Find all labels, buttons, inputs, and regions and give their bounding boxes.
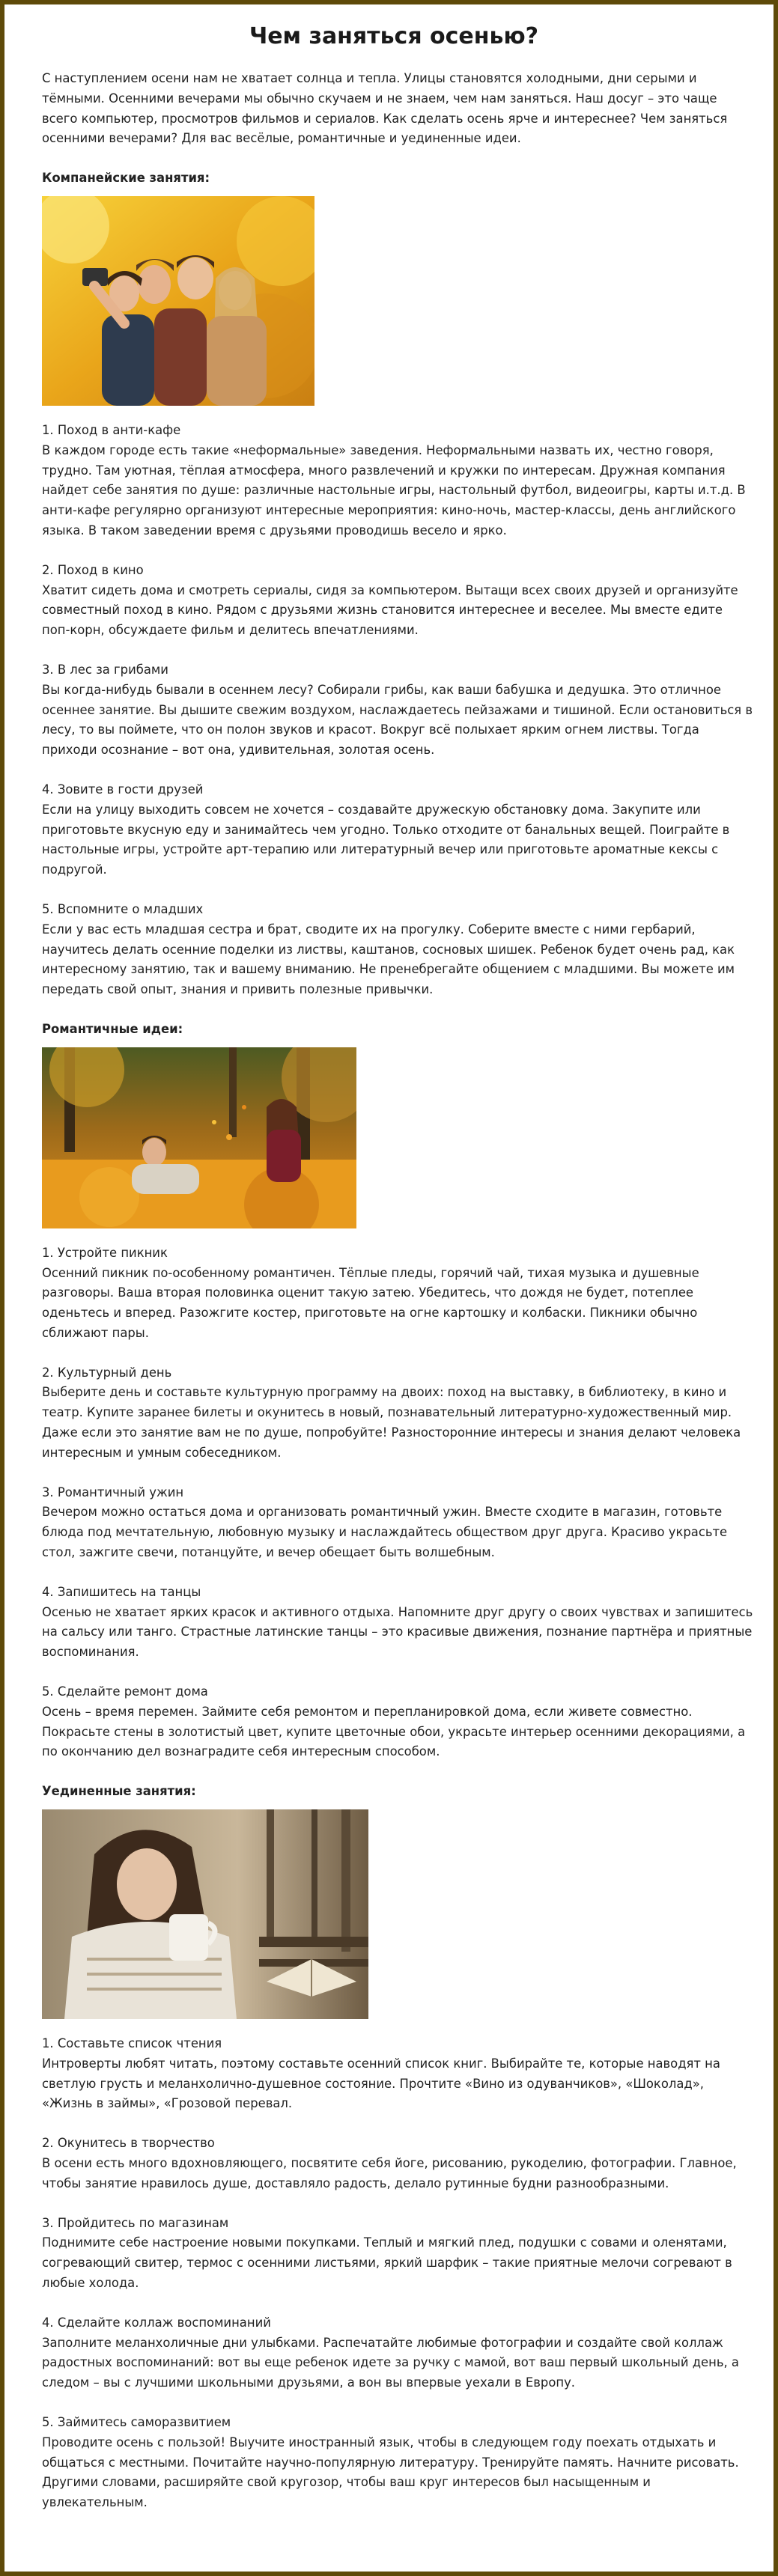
list-item	[42, 1583, 753, 1663]
item-text: Вы когда-нибудь бывали в осеннем лесу? Собирали грибы, как ваши бабушка и дедушка. Это отличное осеннее занятие. Вы дышите свежим воздухом, наслаждаетесь пейзажами и тишиной. Если остановиться в лесу, то вы поймете, что он полон звуков и красот. Вокруг всё полыхает ярким огнем листвы. Тогда приходи осознание – вот она, удивительная, золотая осень.	[42, 682, 753, 758]
list-item	[42, 1243, 753, 1344]
item-text: В осени есть много вдохновляющего, посвятите себя йоге, рисованию, рукоделию, фотографии. Главное, чтобы занятие нравилось душе, доставляло радость, делало рутинные будни разнообразными.	[42, 2156, 737, 2190]
section-heading-company: Компанейские занятия:	[42, 171, 210, 186]
item-text: Если у вас есть младшая сестра и брат, сводите их на прогулку. Соберите вместе с ними гербарий, научитесь делать осенние поделки из листвы, каштанов, сосновых шишек. Ребенок будет очень рад, как интересному занятию, так и вашему вниманию. Не пренебрегайте общением с младшими. Вы можете им передать свой опыт, знания и привить полезные привычки.	[42, 922, 735, 997]
list-item	[42, 2214, 753, 2294]
list-item	[42, 421, 753, 541]
item-text: Интроверты любят читать, поэтому составьте осенний список книг. Выбирайте те, которые наводят на светлую грусть и меланхолично-душевное состояние. Прочтите «Вино из одуванчиков», «Шоколад», «Жизнь в займы», «Грозовой перевал.	[42, 2056, 720, 2111]
woman-with-mug-photo	[42, 1809, 368, 2019]
item-text: Поднимите себе настроение новыми покупками. Теплый и мягкий плед, подушки с совами и оленятами, согревающий свитер, термос с осенними листьями, яркий шарфик – такие приятные мелочи согревают в любые холода.	[42, 2235, 732, 2290]
item-text: Осенью не хватает ярких красок и активного отдыха. Напомните друг другу о своих чувствах и запишитесь на сальсу или танго. Страстные латинские танцы – это красивые движения, познание партнёра и приятные воспоминания.	[42, 1604, 753, 1660]
list-item	[42, 900, 753, 1000]
intro-paragraph: С наступлением осени нам не хватает солнца и тепла. Улицы становятся холодными, дни серыми и тёмными. Осенними вечерами мы обычно скучаем и не знаем, чем нам заняться. Наш досуг – это чаще всего компьютер, просмотров фильмов и сериалов. Как сделать осень ярче и интереснее? Чем заняться осенними вечерами? Для вас весёлые, романтичные и уединенные идеи.	[42, 71, 728, 146]
item-text: В каждом городе есть такие «неформальные» заведения. Неформальными назвать их, честно говоря, трудно. Там уютная, тёплая атмосфера, много развлечений и кружки по интересам. Дружная компания найдет себе занятия по душе: различные настольные игры, настольный футбол, видеоигры, карты и.т.д. В анти-кафе регулярно организуют интересные мероприятия: кино-ночь, мастер-классы, день английского языка. В таком заведении время с друзьями проводишь весело и ярко.	[42, 442, 746, 538]
list-item	[42, 660, 753, 761]
item-title: 4. Запишитесь на танцы	[42, 1584, 201, 1599]
item-text: Заполните меланхоличные дни улыбками. Распечатайте любимые фотографии и создайте свой коллаж радостных воспоминаний: вот вы еще ребенок идете за ручку с мамой, вот ваш первый школьный день, а следом – вы с лучшими школьными друзьями, а вон вы впервые уехали в Европу.	[42, 2335, 739, 2390]
item-title: 3. Романтичный ужин	[42, 1485, 184, 1499]
item-text: Осенний пикник по-особенному романтичен. Тёплые пледы, горячий чай, тихая музыка и душевные разговоры. Ваша вторая половинка оценит такую затею. Убедитесь, что дождя не будет, потеплее оденьтесь и вперед. Разожгите костер, приготовьте на огне картошку и колбаски. Пикники обычно сближают пары.	[42, 1265, 699, 1340]
item-text: Вечером можно остаться дома и организовать романтичный ужин. Вместе сходите в магазин, готовьте блюда под мечтательную, любовную музыку и наслаждайтесь обществом друг друга. Красиво украсьте стол, зажгите свечи, потанцуйте, и вечер обещает быть волшебным.	[42, 1505, 728, 1560]
list-item	[42, 561, 753, 641]
item-title: 5. Сделайте ремонт дома	[42, 1684, 208, 1699]
page-title: Чем заняться осенью?	[249, 23, 539, 49]
item-title: 3. В лес за грибами	[42, 662, 168, 677]
list-item	[42, 1682, 753, 1762]
item-title: 1. Составьте список чтения	[42, 2036, 222, 2051]
section-heading-romantic: Романтичные идеи:	[42, 1021, 183, 1036]
list-item	[42, 1363, 753, 1464]
item-text: Хватит сидеть дома и смотреть сериалы, сидя за компьютером. Вытащи всех своих друзей и организуйте совместный поход в кино. Рядом с друзьями жизнь становится интереснее и веселее. Мы вместе едите поп-корн, обсуждаете фильм и делитесь впечатлениями.	[42, 582, 738, 638]
item-title: 2. Культурный день	[42, 1365, 172, 1380]
article	[42, 4, 753, 2513]
list-item	[42, 2034, 753, 2114]
item-title: 3. Пройдитесь по магазинам	[42, 2215, 229, 2230]
item-title: 4. Зовите в гости друзей	[42, 782, 204, 797]
item-text: Осень – время перемен. Займите себя ремонтом и перепланировкой дома, если живете совместно. Покрасьте стены в золотистый цвет, купите цветочные обои, украсьте интерьер осенними декорациями, а по окончанию дел вознаградите себя интересным способом.	[42, 1704, 746, 1759]
couple-autumn-leaves-photo	[42, 1047, 356, 1228]
item-title: 4. Сделайте коллаж воспоминаний	[42, 2315, 271, 2330]
item-title: 1. Устройте пикник	[42, 1245, 168, 1260]
list-item	[42, 2413, 753, 2513]
friends-selfie-photo	[42, 196, 314, 406]
section-heading-solitary: Уединенные занятия:	[42, 1784, 196, 1799]
item-text: Если на улицу выходить совсем не хочется – создавайте дружескую обстановку дома. Закупите или приготовьте вкусную еду и занимайтесь чем угодно. Только отходите от банальных вещей. Поиграйте в настольные игры, устройте арт-терапию или литературный вечер или приготовьте ароматные кексы с подругой.	[42, 802, 730, 877]
item-title: 5. Займитесь саморазвитием	[42, 2414, 231, 2429]
item-text: Выберите день и составьте культурную программу на двоих: поход на выставку, в библиотеку, в кино и театр. Купите заранее билеты и окунитесь в новый, познавательный литературно-художественный мир. Даже если это занятие вам не по душе, попробуйте! Разносторонние интересы и знания делают человека интересным и умным собеседником.	[42, 1385, 741, 1460]
list-item	[42, 1483, 753, 1563]
list-item	[42, 780, 753, 880]
item-text: Проводите осень с пользой! Выучите иностранный язык, чтобы в следующем году поехать отдыхать и общаться с местными. Почитайте научно-популярную литературу. Тренируйте память. Начните рисовать. Другими словами, расширяйте свой кругозор, чтобы ваш круг интересов был насыщенным и увлекательным.	[42, 2435, 739, 2510]
list-item	[42, 2134, 753, 2193]
item-title: 2. Окунитесь в творчество	[42, 2136, 215, 2151]
list-item	[42, 2313, 753, 2393]
item-title: 5. Вспомните о младших	[42, 901, 204, 916]
item-title: 2. Поход в кино	[42, 562, 144, 577]
item-title: 1. Поход в анти-кафе	[42, 422, 181, 437]
